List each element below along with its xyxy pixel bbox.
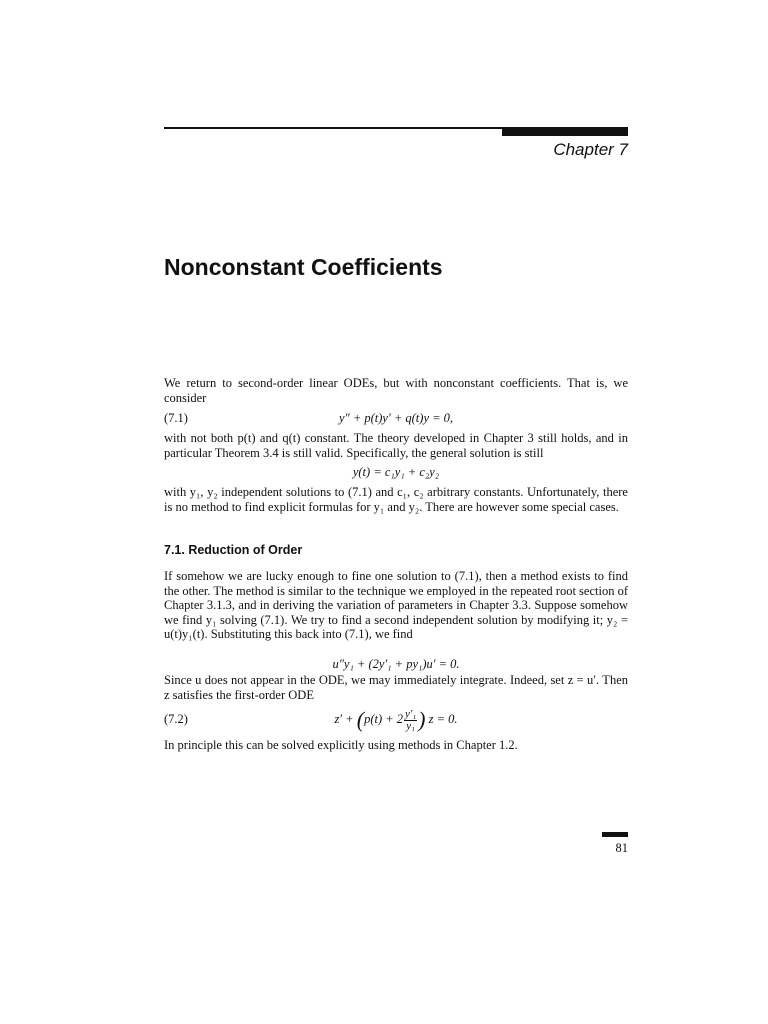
equation-general-solution — [164, 463, 628, 481]
equation-body: u″y₁ + (2y′₁ + py₁)u′ = 0. — [332, 657, 460, 671]
section-paragraph-1: If somehow we are lucky enough to fine one solution to (7.1), then a method exists to find the other. The method is similar to the technique we employed in the repeated root section of Chapter 3.1.3, and in deriving the variation of parameters in Chapter 3.3. Suppose somehow we find y₁ solving (7.1). We try to find a second independent solution by modifying it; y₂ = u(t)y₁(t). Substituting this back into (7.1), we find — [164, 569, 628, 641]
equation-7-1 — [164, 409, 628, 427]
page-number: 81 — [615, 841, 628, 855]
fraction-numerator: y′₁ — [405, 707, 417, 720]
equation-body: y(t) = c₁y₁ + c₂y₂ — [352, 465, 440, 479]
intro-paragraph-3: with y₁, y₂ independent solutions to (7.1) and c₁, c₂ arbitrary constants. Unfortunately, there is no method to find explicit formulas for y₁ and y₂. There are however some special cases. — [164, 485, 628, 514]
header-rule-accent — [502, 127, 628, 136]
equation-right: z = 0. — [428, 712, 458, 726]
equation-left: z′ + — [334, 712, 354, 726]
chapter-title: Nonconstant Coefficients — [164, 254, 443, 280]
section-paragraph-2: Since u does not appear in the ODE, we may immediately integrate. Indeed, set z = u′. Then z satisfies the first-order ODE — [164, 673, 628, 702]
footer-rule — [602, 832, 628, 837]
right-paren: ) — [418, 707, 426, 733]
equation-number: (7.1) — [164, 411, 188, 425]
section-paragraph-3: In principle this can be solved explicitly using methods in Chapter 1.2. — [164, 738, 518, 752]
equation-body: y″ + p(t)y′ + q(t)y = 0, — [338, 411, 454, 425]
intro-paragraph-2: with not both p(t) and q(t) constant. The theory developed in Chapter 3 still holds, and in particular Theorem 3.4 is still valid. Specifically, the general solution is still — [164, 431, 628, 460]
section-heading: 7.1. Reduction of Order — [164, 543, 303, 557]
equation-body — [164, 706, 628, 732]
equation-inner: p(t) + 2 — [364, 712, 404, 726]
chapter-label: Chapter 7 — [553, 140, 628, 159]
fraction-denominator: y₁ — [406, 719, 415, 732]
equation-7-2 — [164, 706, 628, 732]
equation-number: (7.2) — [164, 712, 188, 726]
equation-reduced — [164, 655, 628, 673]
intro-paragraph-1: We return to second-order linear ODEs, but with nonconstant coefficients. That is, we consider — [164, 376, 628, 405]
left-paren: ( — [356, 707, 365, 733]
fraction — [404, 709, 417, 732]
